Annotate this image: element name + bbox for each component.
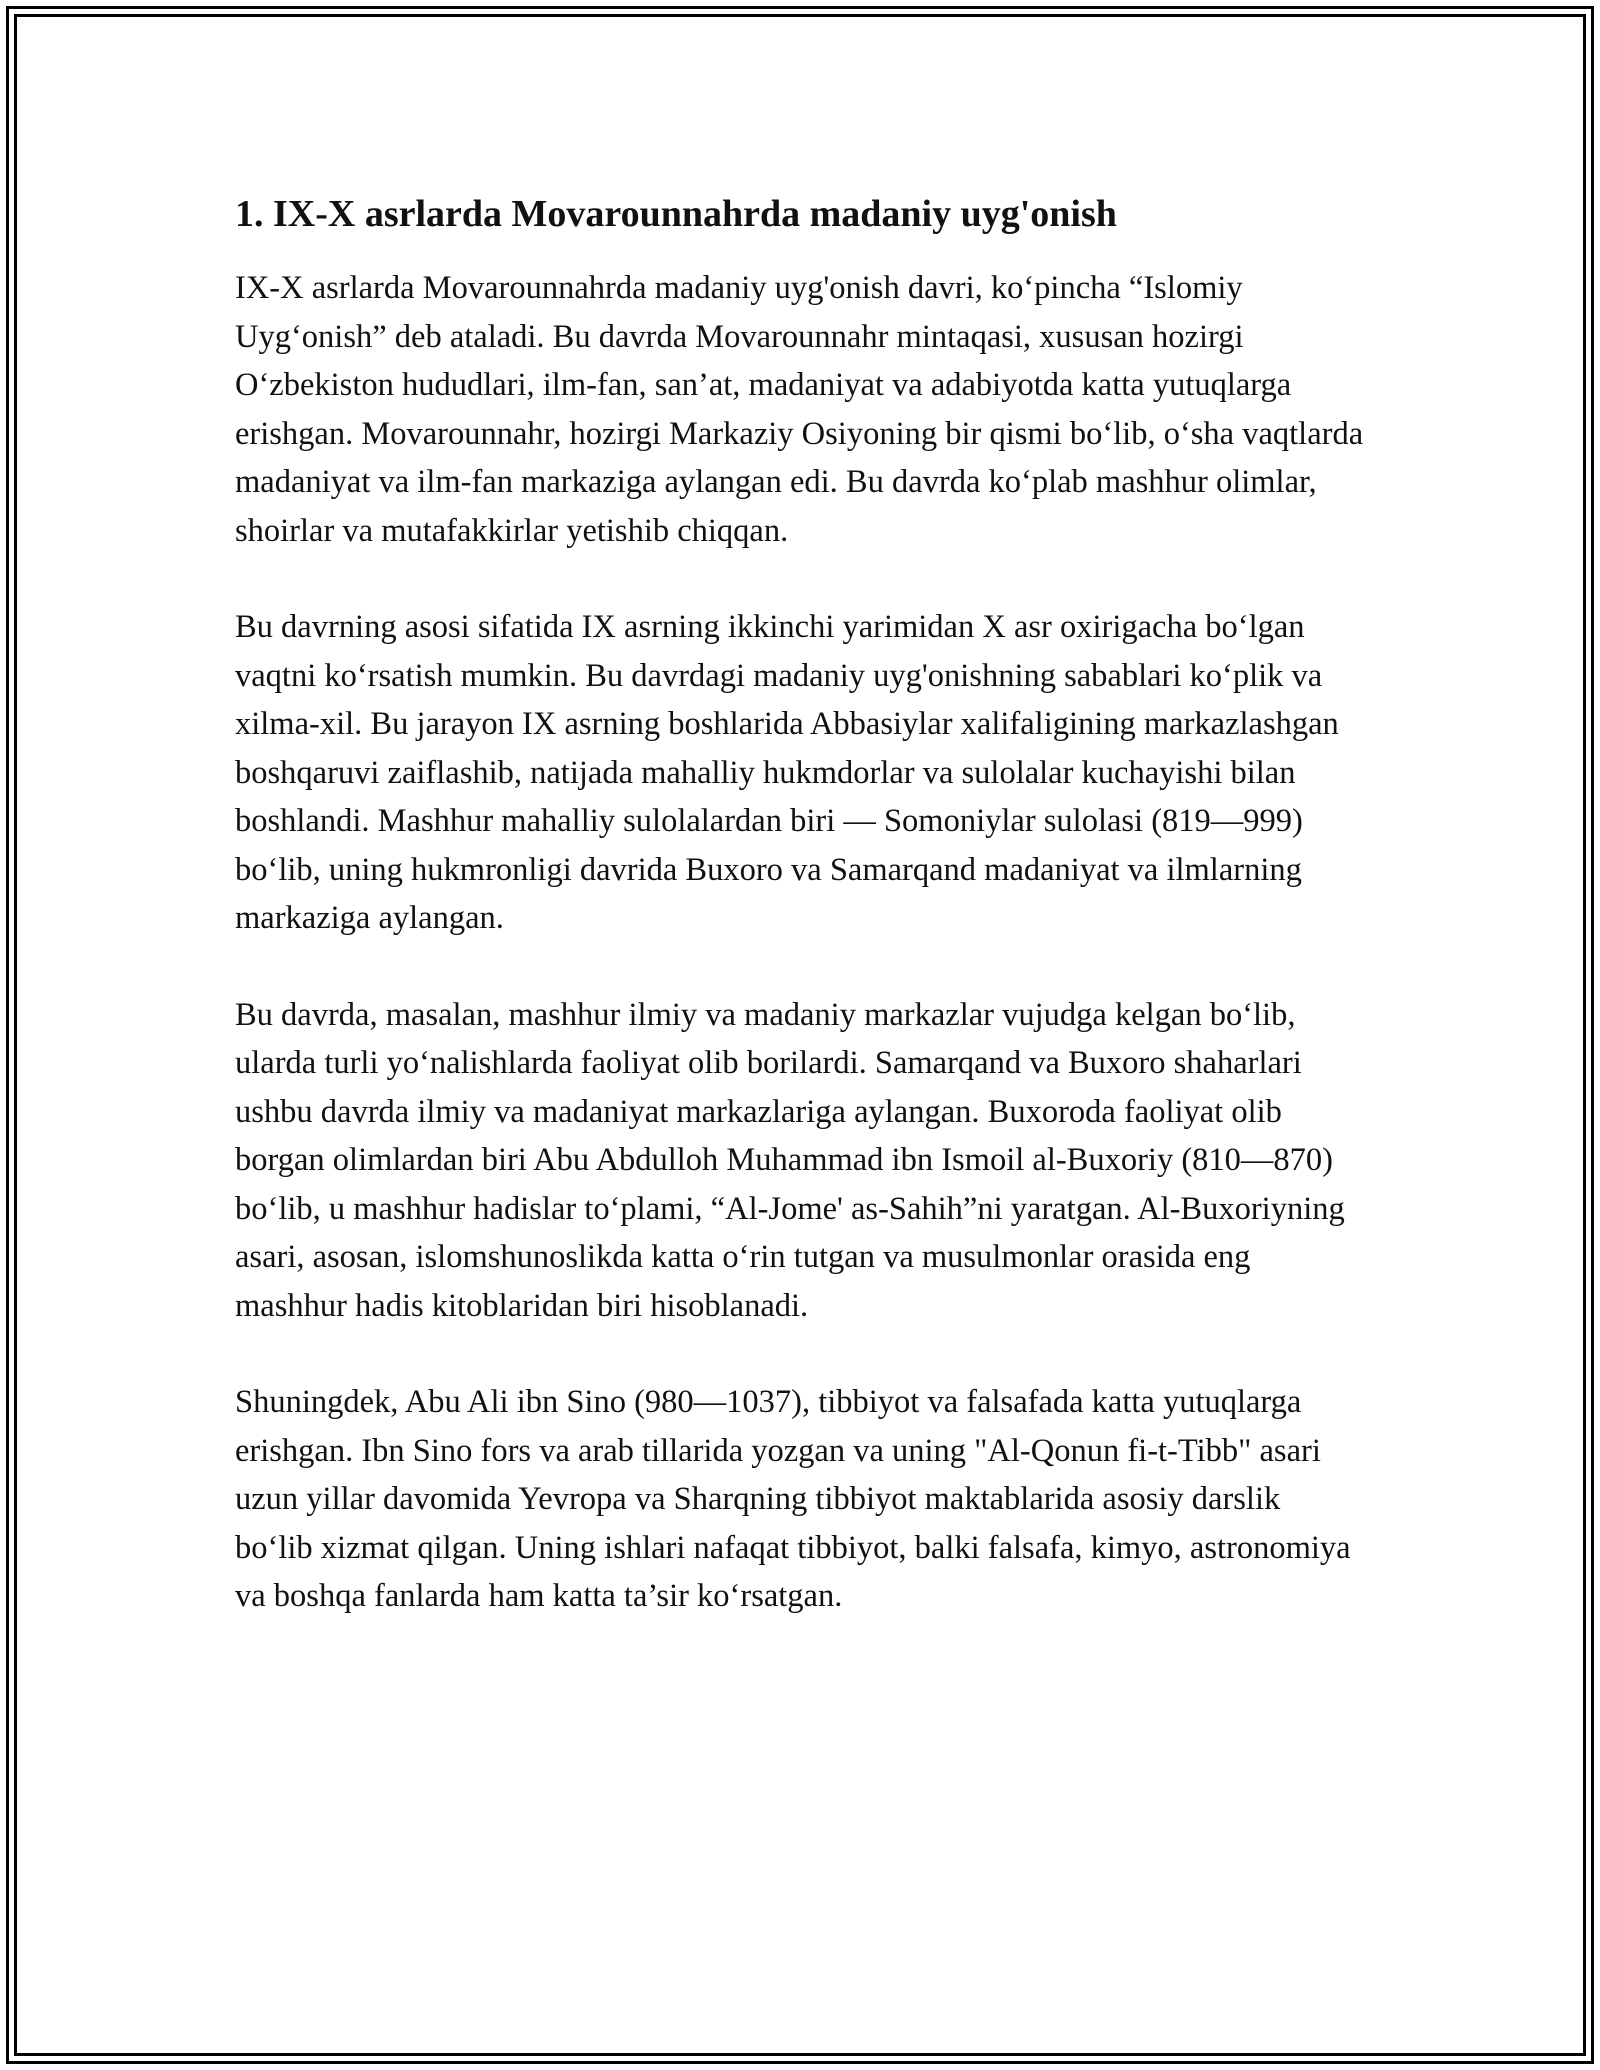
- paragraph-1: IX-X asrlarda Movarounnahrda madaniy uyg'onish davri, koʻpincha “Islomiy Uygʻonish” deb ataladi. Bu davrda Movarounnahr mintaqasi, xususan hozirgi Oʻzbekiston hududlari, ilm-fan, san’at, madaniyat va adabiyotda katta yutuqlarga erishgan. Movarounnahr, hozirgi Markaziy Osiyoning bir qismi boʻlib, oʻsha vaqtlarda madaniyat va ilm-fan markaziga aylangan edi. Bu davrda koʻplab mashhur olimlar, shoirlar va mutafakkirlar yetishib chiqqan.: [235, 270, 1364, 549]
- paragraph-2: Bu davrning asosi sifatida IX asrning ikkinchi yarimidan X asr oxirigacha boʻlgan vaqtni koʻrsatish mumkin. Bu davrdagi madaniy uyg'onishning sabablari koʻplik va xilma-xil. Bu jarayon IX asrning boshlarida Abbasiylar xalifaligining markazlashgan boshqaruvi zaiflashib, natijada mahalliy hukmdorlar va sulolalar kuchayishi bilan boshlandi. Mashhur mahalliy sulolalardan biri — Somoniylar sulolasi (819—999) boʻlib, uning hukmronligi davrida Buxoro va Samarqand madaniyat va ilmlarning markaziga aylangan.: [235, 609, 1339, 936]
- section-heading: 1. IX-X asrlarda Movarounnahrda madaniy uyg'onish: [235, 193, 1117, 235]
- document-body: [235, 186, 1365, 1669]
- paragraph-4: Shuningdek, Abu Ali ibn Sino (980—1037), tibbiyot va falsafada katta yutuqlarga erishgan. Ibn Sino fors va arab tillarida yozgan va uning "Al-Qonun fi-t-Tibb" asari uzun yillar davomida Yevropa va Sharqning tibbiyot maktablarida asosiy darslik boʻlib xizmat qilgan. Uning ishlari nafaqat tibbiyot, balki falsafa, kimyo, astronomiya va boshqa fanlarda ham katta ta’sir koʻrsatgan.: [235, 1384, 1351, 1614]
- paragraph-3: Bu davrda, masalan, mashhur ilmiy va madaniy markazlar vujudga kelgan boʻlib, ularda turli yoʻnalishlarda faoliyat olib borilardi. Samarqand va Buxoro shaharlari ushbu davrda ilmiy va madaniyat markazlariga aylangan. Buxoroda faoliyat olib borgan olimlardan biri Abu Abdulloh Muhammad ibn Ismoil al-Buxoriy (810—870) boʻlib, u mashhur hadislar toʻplami, “Al-Jome' as-Sahih”ni yaratgan. Al-Buxoriyning asari, asosan, islomshunoslikda katta oʻrin tutgan va musulmonlar orasida eng mashhur hadis kitoblaridan biri hisoblanadi.: [235, 996, 1345, 1324]
